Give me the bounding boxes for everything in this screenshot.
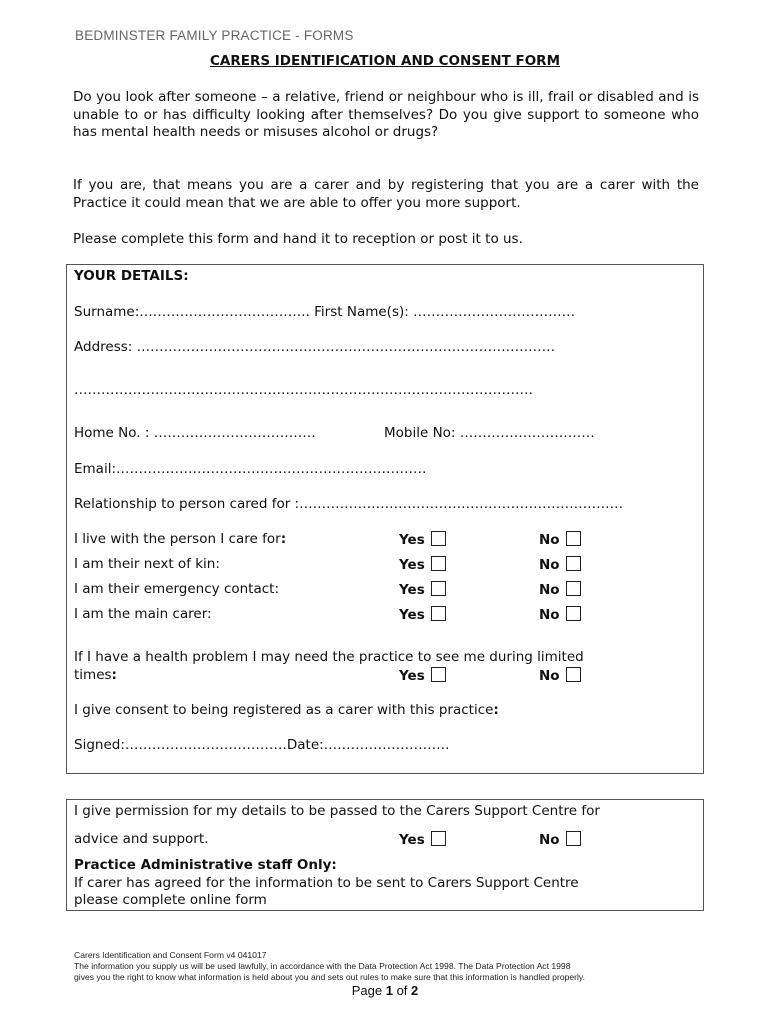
no-label: No bbox=[539, 557, 560, 573]
consent-text: I give consent to being registered as a carer with this practice bbox=[74, 702, 494, 718]
yes-label: Yes bbox=[399, 557, 425, 573]
question-text: I live with the person I care for bbox=[74, 531, 281, 547]
no-checkbox[interactable] bbox=[566, 531, 581, 546]
page-prefix: Page bbox=[351, 983, 386, 998]
your-details-heading: YOUR DETAILS: bbox=[74, 268, 189, 284]
yes-label: Yes bbox=[399, 532, 425, 548]
yes-label: Yes bbox=[399, 582, 425, 598]
health-question-line-2 bbox=[74, 667, 117, 683]
yes-option[interactable] bbox=[399, 831, 446, 848]
admin-heading: Practice Administrative staff Only: bbox=[74, 857, 337, 873]
address-field-line-2[interactable]: ………………………………………………………………………………………… bbox=[74, 382, 533, 398]
no-label: No bbox=[539, 582, 560, 598]
no-option[interactable] bbox=[539, 831, 581, 848]
yes-checkbox[interactable] bbox=[431, 606, 446, 621]
yes-label: Yes bbox=[399, 832, 425, 848]
mobile-number-field[interactable]: Mobile No: ………………………… bbox=[384, 425, 595, 441]
no-checkbox[interactable] bbox=[566, 667, 581, 682]
no-label: No bbox=[539, 832, 560, 848]
no-option[interactable] bbox=[539, 531, 581, 548]
practice-header: BEDMINSTER FAMILY PRACTICE - FORMS bbox=[75, 28, 354, 43]
no-checkbox[interactable] bbox=[566, 831, 581, 846]
consent-statement bbox=[74, 702, 499, 718]
admin-line-1: If carer has agreed for the information to be sent to Carers Support Centre bbox=[74, 875, 579, 891]
yes-option[interactable] bbox=[399, 581, 446, 598]
page-total: 2 bbox=[411, 983, 419, 998]
intro-paragraph-1: Do you look after someone – a relative, friend or neighbour who is ill, frail or disabled and is unable to or has difficulty looking after themselves? Do you give support to someone who has mental health needs or misuses alcohol or drugs? bbox=[73, 89, 699, 140]
consent-colon: : bbox=[493, 702, 499, 718]
page-current: 1 bbox=[385, 983, 393, 998]
permission-line-2: advice and support. bbox=[74, 831, 209, 847]
signature-date-field[interactable]: Signed:………………………………Date:………………………. bbox=[74, 737, 450, 753]
health-question-colon: : bbox=[111, 667, 117, 683]
no-option[interactable] bbox=[539, 556, 581, 573]
yes-label: Yes bbox=[399, 668, 425, 684]
footer-version: Carers Identification and Consent Form v4 041017 bbox=[74, 950, 267, 960]
home-number-field[interactable]: Home No. : ……………………………… bbox=[74, 425, 316, 441]
question-colon: : bbox=[280, 531, 287, 547]
no-label: No bbox=[539, 532, 560, 548]
no-label: No bbox=[539, 668, 560, 684]
health-question-text: times bbox=[74, 667, 112, 683]
no-checkbox[interactable] bbox=[566, 556, 581, 571]
no-option[interactable] bbox=[539, 581, 581, 598]
page-number bbox=[0, 983, 770, 998]
intro-paragraph-3: Please complete this form and hand it to reception or post it to us. bbox=[73, 231, 523, 247]
permission-line-1: I give permission for my details to be passed to the Carers Support Centre for bbox=[74, 803, 600, 819]
yes-checkbox[interactable] bbox=[431, 831, 446, 846]
question-label: I am their emergency contact: bbox=[74, 581, 280, 597]
yes-option[interactable] bbox=[399, 556, 446, 573]
admin-line-2: please complete online form bbox=[74, 892, 267, 908]
yes-checkbox[interactable] bbox=[431, 667, 446, 682]
no-label: No bbox=[539, 607, 560, 623]
yes-checkbox[interactable] bbox=[431, 556, 446, 571]
email-field[interactable]: Email:…………………………………………………………… bbox=[74, 461, 427, 477]
relationship-field[interactable]: Relationship to person cared for :……………………………………………………………… bbox=[74, 496, 624, 512]
footer-data-protection-2: gives you the right to know what information is held about you and sets out rules to make sure that this information is handled properly. bbox=[74, 972, 585, 982]
yes-option[interactable] bbox=[399, 606, 446, 623]
yes-option[interactable] bbox=[399, 531, 446, 548]
yes-option[interactable] bbox=[399, 667, 446, 684]
question-label: I am the main carer: bbox=[74, 606, 212, 622]
question-label: I am their next of kin: bbox=[74, 556, 220, 572]
no-checkbox[interactable] bbox=[566, 581, 581, 596]
intro-paragraph-2: If you are, that means you are a carer and by registering that you are a carer with the Practice it could mean that we are able to offer you more support. bbox=[73, 177, 699, 211]
no-option[interactable] bbox=[539, 667, 581, 684]
yes-checkbox[interactable] bbox=[431, 531, 446, 546]
name-field[interactable]: Surname:……………………………….. First Name(s): ……………………………… bbox=[74, 304, 576, 320]
page-mid: of bbox=[392, 983, 412, 998]
address-field[interactable]: Address: ………………………………………………………………………………… bbox=[74, 339, 556, 355]
health-question-line-1: If I have a health problem I may need the practice to see me during limited bbox=[74, 649, 584, 665]
question-label bbox=[74, 531, 286, 547]
no-option[interactable] bbox=[539, 606, 581, 623]
yes-checkbox[interactable] bbox=[431, 581, 446, 596]
form-title: CARERS IDENTIFICATION AND CONSENT FORM bbox=[209, 53, 561, 69]
footer-data-protection-1: The information you supply us will be used lawfully, in accordance with the Data Protection Act 1998. The Data Protection Act 1998 bbox=[74, 961, 571, 971]
no-checkbox[interactable] bbox=[566, 606, 581, 621]
yes-label: Yes bbox=[399, 607, 425, 623]
